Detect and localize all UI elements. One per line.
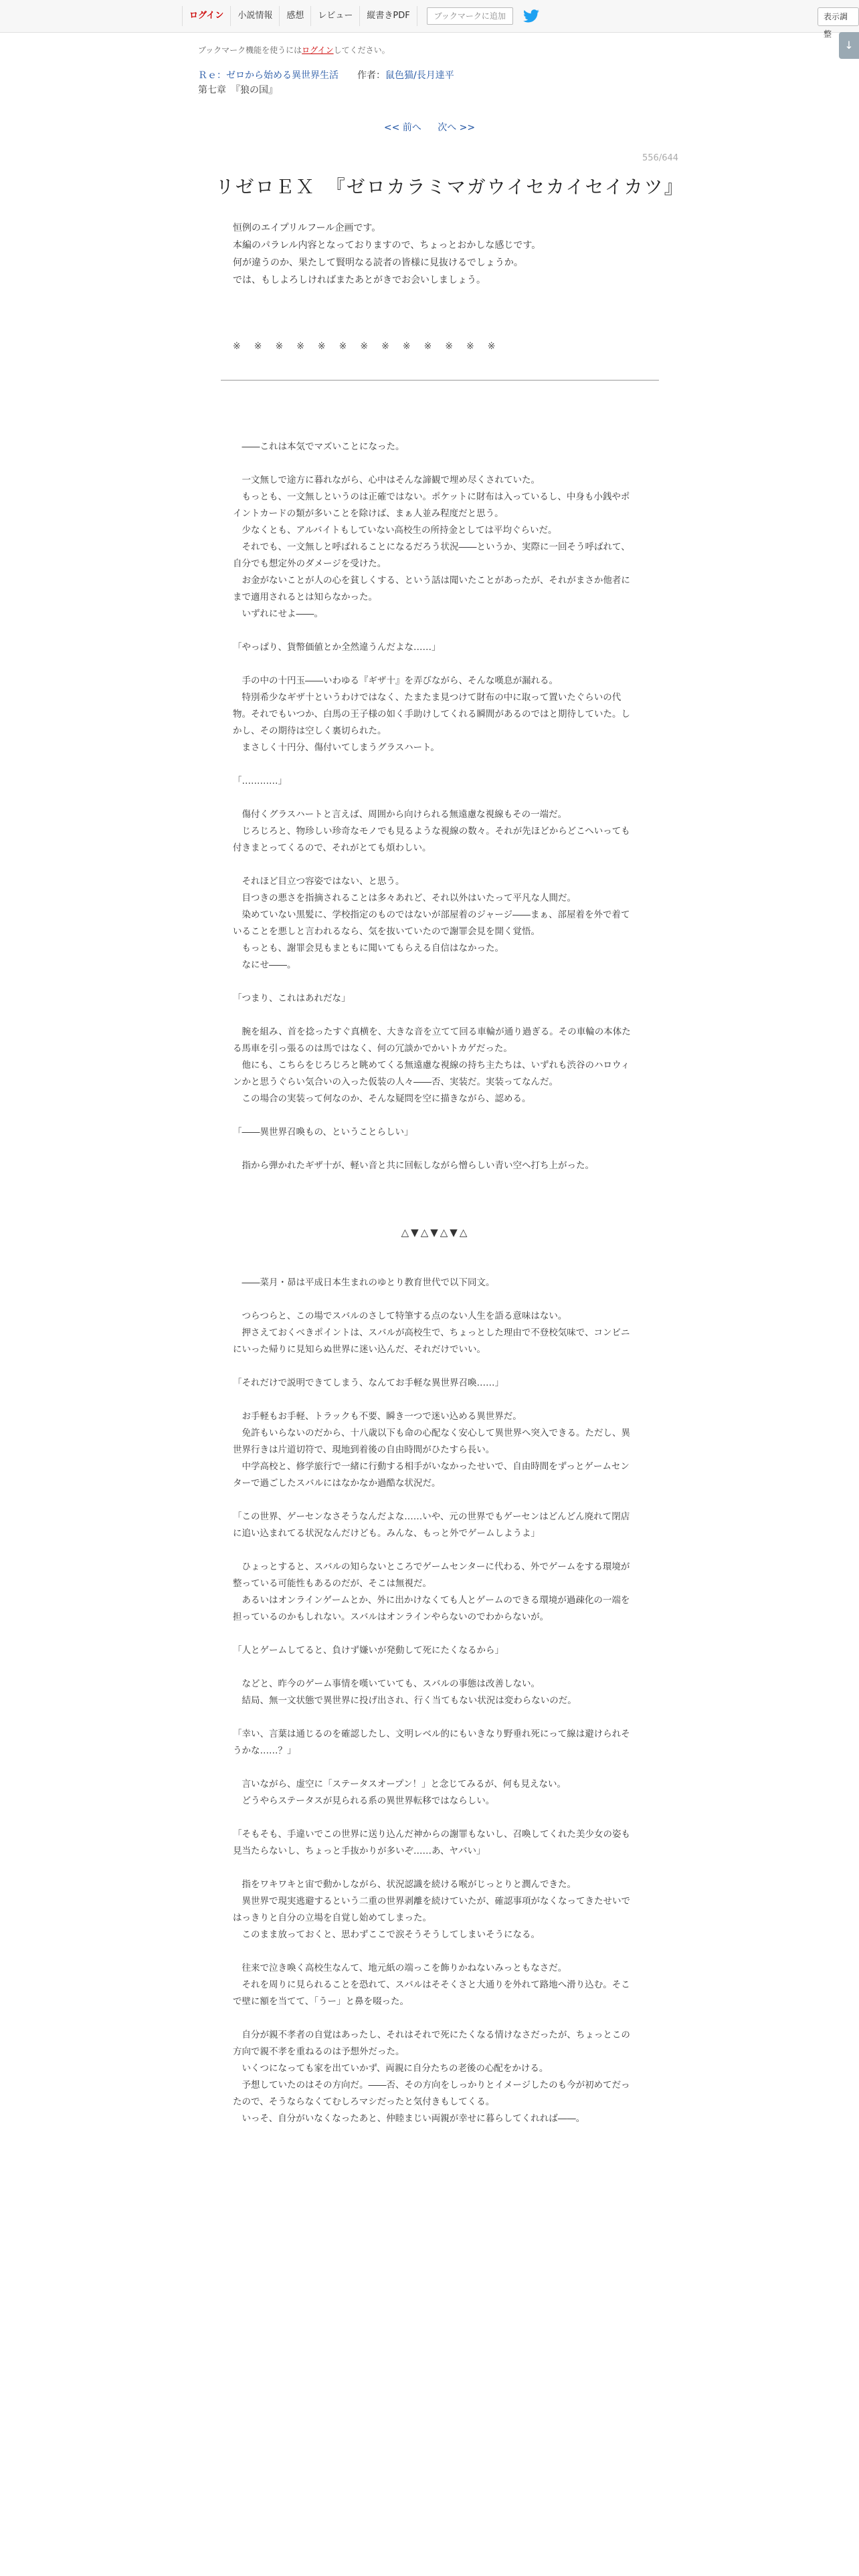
bookmark-note-after: してください。 (333, 45, 390, 55)
nav-vertical-pdf-link[interactable]: 縦書きPDF (360, 6, 417, 26)
blank-line (233, 1007, 638, 1024)
blank-line (233, 1258, 638, 1275)
divider (221, 380, 659, 381)
paragraph: 一文無しで途方に暮れながら、心中はそんな諦観で埋め尽くされていた。 (233, 475, 540, 486)
paragraph: いっそ、自分がいなくなったあと、仲睦まじい両親が幸せに暮らしてくれれば――。 (233, 2113, 585, 2124)
paragraph: 「この世界、ゲーセンなさそうなんだよな……いや、元の世界でもゲーセンはどんどん廃れて閉店に追い込まれてる状況なんだけども。みんな、もっと外でゲームしようよ」 (233, 1511, 630, 1539)
paragraph: つらつらと、この場でスバルのさして特筆する点のない人生を語る意味はない。 (233, 1311, 567, 1321)
blank-line (233, 1759, 638, 1776)
paragraph: 「やっぱり、貨幣価値とか全然違うんだよな……」 (233, 642, 441, 653)
display-settings-button[interactable]: 表示調整 (818, 7, 859, 26)
paragraph: それほど目立つ容姿ではない、と思う。 (233, 876, 405, 887)
paragraph: いくつになっても家を出ていかず、両親に自分たちの老後の心配をかける。 (233, 2063, 549, 2074)
blank-line (233, 790, 638, 807)
bookmark-login-note (198, 44, 390, 56)
nav-novel-info-link[interactable]: 小説情報 (231, 6, 280, 26)
nav-review-link[interactable]: レビュー (311, 6, 360, 26)
paragraph: 少なくとも、アルバイトもしていない高校生の所持金としては平均ぐらいだ。 (233, 525, 557, 536)
paragraph: どうやらステータスが見られる系の異世界転移ではならしい。 (233, 1796, 495, 1806)
author-label: 作者： (357, 70, 385, 81)
paragraph: もっとも、謝罪会見もまともに聞いてもらえる自信はなかった。 (233, 943, 504, 954)
add-bookmark-button[interactable]: ブックマークに追加 (427, 7, 513, 25)
paragraph: 「そもそも、手違いでこの世界に送り込んだ神からの謝罪もないし、召喚してくれた美少女の姿も見当たらないし、ちょっと手抜かりが多いぞ……あ、ヤバい」 (233, 1829, 630, 1856)
paragraph: 結局、無一文状態で異世界に投げ出され、行く当てもない状況は変わらないのだ。 (233, 1695, 577, 1706)
paragraph: 予想していたのはその方向だ。――否、その方向をしっかりとイメージしたのも今が初めてだったので、そうならなくてむしろマシだったと気付きもしてくる。 (233, 2080, 630, 2107)
paragraph: 「――異世界召喚もの、ということらしい」 (233, 1127, 413, 1138)
bookmark-note-before: ブックマーク機能を使うには (198, 45, 302, 55)
blank-line (233, 1392, 638, 1408)
paragraph: この場合の実装って何なのか、そんな疑問を空に描きながら、認める。 (233, 1093, 531, 1104)
paragraph: 特別希少なギザ十というわけではなく、たまたま見つけて財布の中に取って置いたぐらいの代物。それでもいつか、白馬の王子様の如く手助けしてくれる瞬間があるのではと期待していた。しかし、その期待は空しく裏切られた。 (233, 692, 630, 736)
scroll-down-icon[interactable]: ↓ (839, 32, 859, 59)
top-bar (0, 0, 859, 39)
paragraph: 自分が親不孝者の自覚はあったし、それはそれで死にたくなる情けなさだったが、ちょっとこの方向で親不孝を重ねるのは予想外だった。 (233, 2030, 630, 2057)
paragraph: お金がないことが人の心を貧しくする、という話は聞いたことがあったが、それがまさか他者にまで適用されるとは知らなかった。 (233, 575, 630, 603)
separator-marks: ※※※※※※※※※※※※※ (233, 341, 509, 352)
paragraph: 本編のパラレル内容となっておりますので、ちょっとおかしな感じです。 (233, 240, 541, 251)
next-page-link[interactable]: 次へ >> (438, 122, 476, 133)
novel-body (233, 439, 638, 2127)
paragraph: 指から弾かれたギザ十が、軽い音と共に回転しながら憎らしい青い空へ打ち上がった。 (233, 1160, 594, 1171)
blank-line (233, 1542, 638, 1559)
paragraph: いずれにせよ――。 (233, 609, 323, 619)
paragraph: じろじろと、物珍しい珍奇なモノでも見るような視線の数々。それが先ほどからどこへいっても付きまとってくるので、それがとても煩わしい。 (233, 826, 630, 853)
blank-line (233, 1626, 638, 1642)
blank-line (233, 974, 638, 990)
blank-line (233, 1492, 638, 1509)
paragraph: △▼△▼△▼△ (401, 1226, 470, 1239)
paragraph: ひょっとすると、スバルの知らないところでゲームセンターに代わる、外でゲームをする環境が整っている可能性もあるのだが、そこは無視だ。 (233, 1562, 630, 1589)
paragraph: 「それだけで説明できてしまう、なんてお手軽な異世界召喚……」 (233, 1378, 504, 1388)
series-info (198, 68, 454, 82)
blank-line (233, 1943, 638, 1960)
paragraph: 指をワキワキと宙で動かしながら、状況認識を続ける喉がじっとりと潤んできた。 (233, 1879, 576, 1890)
paragraph: 手の中の十円玉――いわゆる『ギザ十』を弄びながら、そんな嘆息が漏れる。 (233, 675, 558, 686)
paragraph: このまま放っておくと、思わずここで涙そうそうしてしまいそうになる。 (233, 1929, 540, 1940)
blank-line (233, 1709, 638, 1726)
paragraph: 中学高校と、修学旅行で一緒に行動する相手がいなかったせいで、自由時間をずっとゲームセンターで過ごしたスバルにはなかなか過酷な状況だ。 (233, 1461, 630, 1489)
preface (233, 219, 648, 289)
paragraph: 腕を組み、首を捻ったすぐ真横を、大きな音を立てて回る車輪が通り過ぎる。その車輪の本体たる馬車を引っ張るのは馬ではなく、何の冗談かでかいトカゲだった。 (233, 1027, 631, 1054)
paragraph: 「人とゲームしてると、負けず嫌いが発動して死にたくなるから」 (233, 1645, 504, 1656)
paragraph: 往来で泣き喚く高校生なんて、地元紙の端っこを飾りかねないみっともなさだ。 (233, 1963, 567, 1973)
paragraph: あるいはオンラインゲームとか、外に出かけなくても人とゲームのできる環境が過疎化の一端を担っているのかもしれない。スバルはオンラインやらないのでわからないが。 (233, 1595, 630, 1622)
paragraph: 何が違うのか、果たして賢明なる読者の皆様に見抜けるでしょうか。 (233, 257, 523, 268)
paragraph: 「…………」 (233, 776, 287, 786)
prev-page-link[interactable]: << 前へ (383, 122, 421, 133)
series-title-link[interactable]: Ｒｅ：ゼロから始める異世界生活 (198, 70, 339, 81)
blank-line (233, 857, 638, 873)
paragraph: 恒例のエイプリルフール企画です。 (233, 223, 381, 233)
paragraph: それを周りに見られることを恐れて、スバルはそそくさと大通りを外れて路地へ滑り込む。そこで壁に額を当てて、「うー」と鼻を啜った。 (233, 1979, 630, 2007)
blank-line (233, 1241, 638, 1258)
paragraph: では、もしよろしければまたあとがきでお会いしましょう。 (233, 275, 486, 286)
chapter-title: 第七章 『狼の国』 (198, 85, 278, 96)
paragraph: 免許もいらないのだから、十八歳以下も命の心配なく安心して異世界へ突入できる。ただし、異世界行きは片道切符で、現地到着後の自由時間がひたすら長い。 (233, 1428, 630, 1455)
nav-impressions-link[interactable]: 感想 (280, 6, 311, 26)
paragraph: 目つきの悪さを指摘されることは多々あれど、それ以外はいたって平凡な人間だ。 (233, 893, 576, 903)
blank-line (233, 455, 638, 472)
paragraph: 染めていない黒髪に、学校指定のものではないが部屋着のジャージ――まぁ、部屋着を外で着ていることを悪しと言われるなら、気を抜いていたので謝罪会見を開く覚悟。 (233, 909, 630, 937)
paragraph: もっとも、一文無しというのは正確ではない。ポケットに財布は入っているし、中身も小銭やポイントカードの類が多いことを除けば、まぁ人並み程度だと思う。 (233, 492, 630, 519)
top-nav (182, 6, 540, 26)
paragraph: 押さえておくべきポイントは、スバルが高校生で、ちょっとした理由で不登校気味で、コンビニにいった帰りに見知らぬ世界に迷い込んだ、それだけでいい。 (233, 1327, 630, 1355)
blank-line (233, 1208, 638, 1224)
paragraph: ――これは本気でマズいことになった。 (233, 441, 405, 452)
blank-line (233, 2010, 638, 2027)
paragraph: 「つまり、これはあれだな」 (233, 993, 351, 1004)
paragraph: お手軽もお手軽、トラックも不要、瞬き一つで迷い込める異世界だ。 (233, 1411, 522, 1422)
blank-line (233, 1174, 638, 1191)
blank-line (233, 1107, 638, 1124)
paragraph: 異世界で現実逃避するという二重の世界剥離を続けていたが、確認事項がなくなってきたせいではっきりと自分の立場を自覚し始めてしまった。 (233, 1896, 630, 1923)
blank-line (233, 623, 638, 639)
paragraph: 「幸い、言葉は通じるのを確認したし、文明レベル的にもいきなり野垂れ死にって線は避けられそうかな……？」 (233, 1729, 630, 1756)
blank-line (233, 656, 638, 673)
blank-line (233, 756, 638, 773)
bookmark-login-link[interactable]: ログイン (302, 45, 334, 55)
paragraph: 言いながら、虚空に「ステータスオープン！」と念じてみるが、何も見えない。 (233, 1779, 567, 1790)
blank-line (233, 1860, 638, 1876)
pager (0, 120, 859, 134)
paragraph: なにせ――。 (233, 960, 296, 970)
paragraph: ――菜月・昴は平成日本生まれのゆとり教育世代で以下同文。 (233, 1277, 495, 1288)
author-link[interactable]: 鼠色猫/長月達平 (385, 70, 454, 81)
blank-line (233, 1358, 638, 1375)
page-count: 556/644 (642, 153, 679, 163)
paragraph: 他にも、こちらをじろじろと眺めてくる無遠慮な視線の持ち主たちは、いずれも渋谷のハロウィンかと思うぐらい気合いの入った仮装の人々――否、実装だ。実装ってなんだ。 (233, 1060, 630, 1087)
blank-line (233, 1141, 638, 1158)
paragraph: などと、昨今のゲーム事情を嘆いていても、スバルの事態は改善しない。 (233, 1679, 540, 1689)
nav-login-link[interactable]: ログイン (182, 6, 231, 26)
blank-line (233, 1659, 638, 1676)
paragraph: 傷付くグラスハートと言えば、周囲から向けられる無遠慮な視線もその一端だ。 (233, 809, 567, 820)
twitter-bird-icon[interactable] (522, 7, 540, 25)
episode-title: リゼロＥＸ 『ゼロカラミマガウイセカイセイカツ』 (215, 176, 684, 198)
blank-line (233, 1810, 638, 1826)
paragraph: まさしく十円分、傷付いてしまうグラスハート。 (233, 742, 440, 753)
blank-line (233, 1191, 638, 1208)
paragraph: それでも、一文無しと呼ばれることになるだろう状況――というか、実際に一回そう呼ばれて、自分でも想定外のダメージを受けた。 (233, 542, 630, 569)
blank-line (233, 1291, 638, 1308)
